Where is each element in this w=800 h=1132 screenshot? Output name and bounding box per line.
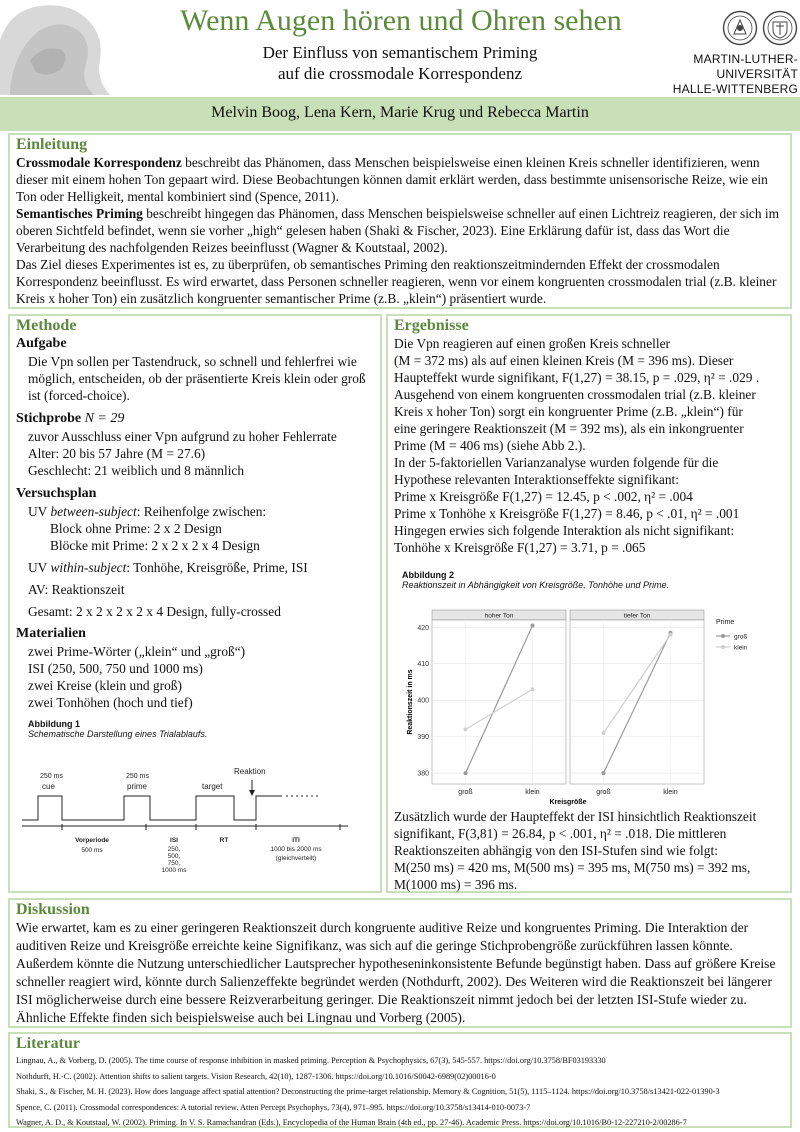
isi-value: 250, [167, 846, 181, 853]
data-point-groß [464, 771, 468, 775]
vorperiode-ms: 500 ms [81, 847, 103, 854]
stichprobe-title [16, 410, 374, 428]
ergebnisse-line: signifikant, F(3,81) = 26.84, p < .001, η² = .018. Die mittleren [394, 826, 727, 841]
block-line: Block ohne Prime: 2 x 2 Design [50, 521, 222, 536]
x-tick-label: klein [663, 789, 678, 796]
reference-item: Spence, C. (2011). Crossmodal correspondences: A tutorial review. Atten Percept Psychophys, 73(4), 971–995. https://doi.org/10.3758/s13414-010-0073-7 [16, 1102, 531, 1112]
subtitle-line-2: auf die crossmodale Korrespondenz [277, 64, 523, 83]
cue-label: cue [42, 782, 55, 791]
heading-ergebnisse: Ergebnisse [394, 317, 469, 334]
x-tick-label: klein [525, 789, 540, 796]
prime-label: prime [127, 782, 148, 791]
prime-ms-label: 250 ms [126, 773, 149, 780]
y-tick-label: 380 [417, 770, 429, 778]
data-point-groß [602, 771, 606, 775]
cue-ms-label: 250 ms [40, 773, 63, 780]
ergebnisse-line: Hingegen erwies sich folgende Interaktion als nicht signifikant: [394, 523, 735, 538]
university-name-line-2: HALLE-WITTENBERG [672, 82, 798, 96]
material-item: ISI (250, 500, 750 und 1000 ms) [28, 661, 203, 676]
ergebnisse-line: Prime (M = 406 ms) (siehe Abb 2.). [394, 438, 586, 453]
aufgabe-title: Aufgabe [16, 336, 67, 351]
material-item: zwei Kreise (klein und groß) [28, 678, 182, 693]
panel-label: hoher Ton [484, 612, 514, 620]
university-seal-icon [722, 10, 758, 46]
x-axis-label: Kreisgröße [549, 799, 587, 806]
gesamt-line: Gesamt: 2 x 2 x 2 x 2 x 4 Design, fully-crossed [28, 604, 281, 619]
author-list: Melvin Boog, Lena Kern, Marie Krug und Rebecca Martin [211, 104, 589, 121]
uv-between-prefix: UV [28, 504, 51, 519]
einleitung-paragraph-1 [16, 154, 784, 205]
aufgabe-text: Die Vpn sollen per Tastendruck, so schnell und fehlerfrei wie möglich, entscheiden, ob der präsentierte Kreis klein oder groß ist (forced-choice). [28, 354, 366, 403]
panel-label: tiefer Ton [623, 612, 651, 620]
ergebnisse-line: Prime x Kreisgröße F(1,27) = 12.45, p < .002, η² = .004 [394, 489, 693, 504]
ergebnisse-line: Prime x Tonhöhe x Kreisgröße F(1,27) = 8.46, p < .01, η² = .001 [394, 506, 740, 521]
einleitung-paragraph-2 [16, 205, 784, 256]
isi-label: ISI [170, 837, 178, 844]
iti-note: (gleichverteilt) [275, 855, 317, 862]
ergebnisse-line: Hypothese relevanten Interaktionseffekte signifikant: [394, 472, 679, 487]
figure-2-chart [398, 600, 788, 806]
ergebnisse-text-top [394, 335, 784, 556]
x-tick-label: groß [458, 789, 473, 796]
material-item: zwei Prime-Wörter („klein“ und „groß“) [28, 644, 246, 659]
heading-einleitung: Einleitung [16, 136, 88, 153]
reference-item: Nothdurft, H.-C. (2002). Attention shifts to salient targets. Vision Research, 42(10), 1287-1306. https://doi.org/10.1016/S0042-6989(02)00016-0 [16, 1071, 496, 1081]
uv-within-prefix: UV [28, 560, 51, 575]
poster-title: Wenn Augen hören und Ohren sehen [180, 4, 622, 37]
ergebnisse-text-bottom [394, 808, 786, 893]
isi-value: 500, [167, 853, 181, 860]
legend-marker-groß [721, 634, 725, 638]
einleitung-paragraph-3: Das Ziel dieses Experimentes ist es, zu überprüfen, ob semantisches Priming den reaktionszeitmindernden Effekt der crossmodalen Korrespondenz beeinflusst. Es wird erwartet, dass Personen schneller reagieren, wenn vor einem kongruenten crossmodalen trial (z.B. kleiner Kreis x hoher Ton) ein zusätzlich kongruenter semantischer Prime (z.B. „klein“) präsentiert wurde. [16, 257, 777, 306]
stichprobe-n: N = 29 [81, 411, 125, 426]
versuchsplan-title: Versuchsplan [16, 486, 97, 501]
section-einleitung [8, 133, 792, 309]
heading-literatur: Literatur [16, 1035, 80, 1052]
reference-item: Shaki, S., & Fischer, M. H. (2023). How does language affect spatial attention? Deconstructing the prime-target relationship. Memory & Cognition, 51(5), 1115–1124. https://doi.org/10.3758/s13421-022-01390-3 [16, 1087, 720, 1096]
stichprobe-line: zuvor Ausschluss einer Vpn aufgrund zu hoher Fehlerrate [28, 429, 337, 444]
material-item: zwei Tonhöhen (hoch und tief) [28, 695, 193, 710]
data-point-klein [602, 731, 606, 735]
av-line: AV: Reaktionszeit [28, 582, 125, 597]
uv-between-term: between-subject [50, 504, 137, 519]
reference-item: Lingnau, A., & Vorberg, D. (2005). The time course of response inhibition in masked priming. Perception & Psychophysics, 67(3), 545-557. https://doi.org/10.3758/BF03193330 [16, 1056, 606, 1065]
y-tick-label: 400 [417, 697, 429, 705]
ergebnisse-line: eine geringere Reaktionszeit (M = 392 ms), als ein inkongruenter [394, 421, 744, 436]
subtitle-line-1: Der Einfluss von semantischem Priming [262, 43, 538, 62]
y-tick-label: 390 [417, 734, 429, 742]
isi-value: 1000 ms [161, 867, 187, 874]
ergebnisse-line: Zusätzlich wurde der Haupteffekt der ISI hinsichtlich Reaktionszeit [394, 809, 757, 824]
term-crossmodal: Crossmodale Korrespondenz [16, 155, 182, 170]
stichprobe-label: Stichprobe [16, 411, 82, 426]
uv-within [16, 559, 374, 576]
lion-statue-image [0, 0, 120, 95]
x-tick-label: groß [596, 789, 611, 796]
einleitung-p2-text: beschreibt hingegen das Phänomen, dass Menschen beispielsweise schneller auf einen Lichtreiz reagieren, der sich im oberen Sichtfeld befindet, wenn sie vorher „high“ gelesen haben (Shaki & Fischer, 2023). Eine Erklärung dafür ist, dass das Wort die Verarbeitung des nachfolgenden Reizes beeinflusst (Wagner & Koutstaal, 2002). [16, 206, 780, 255]
ergebnisse-line: Ausgehend von einem kongruenten crossmodalen trial (z.B. kleiner [394, 387, 756, 402]
uv-within-rest: : Tonhöhe, Kreisgröße, Prime, ISI [126, 560, 308, 575]
legend-entry: klein [734, 644, 748, 652]
vorperiode-label: Vorperiode [75, 837, 109, 844]
figure-2-subtitle: Reaktionszeit in Abhängigkeit von Kreisgröße, Tonhöhe und Prime. [402, 580, 669, 590]
figure-1-title: Abbildung 1 [28, 719, 80, 729]
ergebnisse-line: Kreis x hoher Ton) sorgt ein kongruenter Prime (z.B. „klein“) für [394, 404, 743, 419]
figure-1-trial-diagram [20, 762, 376, 882]
university-name-line-1: MARTIN-LUTHER-UNIVERSITÄT [693, 52, 798, 81]
legend-title: Prime [716, 619, 735, 626]
ergebnisse-line: M(1000 ms) = 396 ms. [394, 877, 518, 892]
university-crest-icon [762, 10, 798, 46]
reaktion-label: Reaktion [234, 767, 266, 776]
signal-line [22, 796, 282, 820]
data-point-klein [669, 633, 673, 637]
y-tick-label: 410 [417, 661, 429, 669]
iti-range: 1000 bis 2000 ms [270, 846, 322, 853]
ergebnisse-line: Reaktionszeiten abhängig von den ISI-Stufen sind wie folgt: [394, 843, 718, 858]
ergebnisse-line: Die Vpn reagieren auf einen großen Kreis schneller [394, 336, 671, 351]
panel-frame [432, 620, 566, 784]
stichprobe-line: Geschlecht: 21 weiblich und 8 männlich [28, 463, 245, 478]
heading-methode: Methode [16, 317, 77, 334]
ergebnisse-line: (M = 372 ms) als auf einen kleinen Kreis (M = 396 ms). Dieser [394, 353, 734, 368]
ergebnisse-line: Haupteffekt wurde signifikant, F(1,27) = 38.15, p = .029, η² = .029 . [394, 370, 760, 385]
ergebnisse-line: Tonhöhe x Kreisgröße F(1,27) = 3.71, p = .065 [394, 540, 646, 555]
data-point-groß [531, 623, 535, 627]
uv-within-term: within-subject [50, 560, 127, 575]
einleitung-p1-text: beschreibt das Phänomen, dass Menschen beispielsweise einen kleinen Kreis schneller identifizieren, wenn dieser mit einem hohen Ton gepaart wird. Diese Beobachtungen können damit erklärt werden, dass bestimmte unisensorische Reize, wie ein Ton oder Helligkeit, mental kombiniert sind (Spence, 2011). [16, 155, 768, 204]
data-point-klein [531, 687, 535, 691]
data-point-klein [464, 727, 468, 731]
legend-entry: groß [734, 633, 748, 641]
legend-marker-klein [721, 645, 725, 649]
poster-subtitle [230, 42, 570, 84]
diskussion-text: Wie erwartet, kam es zu einer geringeren Reaktionszeit durch kongruente auditive Reize und kongruentes Priming. Die Interaktion der auditiven Reize und Kreisgröße erreichte keine Signifikanz, was sich auf die geringe Stichprobengröße zurückführen lassen könnte. Außerdem könnte die Nutzung unterschiedlicher Lautsprecher hypotheseninkonsistente Befunde begünstigt haben. Dass auf größere Kreise schneller reagiert wird, könnte durch Salienzeffekte begründet werden (Nothdurft, 2002). Des Weiteren wird die Reaktionszeit bei längerer ISI möglicherweise durch eine bessere Reizverarbeitung geringer. Die Reaktionszeit nimmt jedoch bei der letzten ISI-Stufe wieder zu. Ähnliche Effekte finden sich beispielsweise auch bei Lingnau und Vorberg (2005). [16, 920, 776, 1025]
term-priming: Semantisches Priming [16, 206, 143, 221]
ergebnisse-line: M(250 ms) = 420 ms, M(500 ms) = 395 ms, M(750 ms) = 392 ms, [394, 860, 751, 875]
y-tick-label: 420 [417, 624, 429, 632]
uv-between [16, 503, 374, 520]
reference-item: Wagner, A. D., & Koutstaal, W. (2002). Priming. In V. S. Ramachandran (Eds.), Encyclopedia of the Human Brain (4th ed., pp. 27-46). Academic Press. https://doi.org/10.1016/B0-12-227210-2/00286-7 [16, 1118, 687, 1127]
uv-between-rest: : Reihenfolge zwischen: [136, 504, 267, 519]
rt-label: RT [219, 837, 229, 844]
y-axis-label: Reaktionszeit in ms [407, 669, 414, 735]
section-literatur [8, 1032, 792, 1128]
target-label: target [202, 782, 223, 791]
materialien-title: Materialien [16, 626, 86, 641]
stichprobe-line: Alter: 20 bis 57 Jahre (M = 27.6) [28, 446, 206, 461]
section-diskussion [8, 898, 792, 1028]
isi-value: 750, [167, 860, 181, 867]
figure-1-subtitle: Schematische Darstellung eines Trialablaufs. [28, 729, 208, 739]
ergebnisse-line: In der 5-faktoriellen Varianzanalyse wurden folgende für die [394, 455, 719, 470]
figure-2-title: Abbildung 2 [402, 570, 454, 580]
heading-diskussion: Diskussion [16, 901, 90, 918]
iti-label: ITI [292, 837, 300, 844]
university-name [612, 52, 798, 97]
block-line: Blöcke mit Prime: 2 x 2 x 2 x 4 Design [50, 538, 260, 553]
